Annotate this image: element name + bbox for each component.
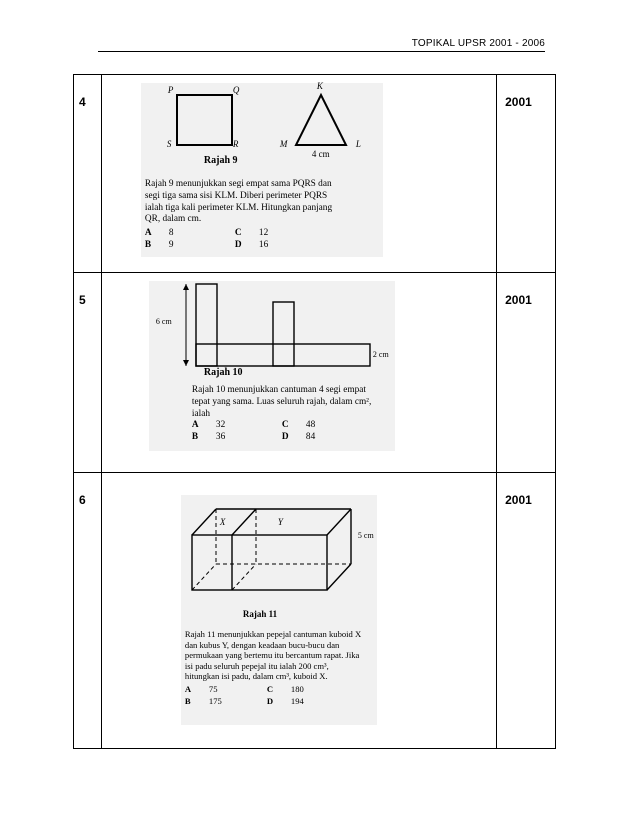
- question-table: [73, 74, 556, 749]
- height-label: 6 cm: [155, 317, 172, 326]
- option-a: A 8: [144, 228, 174, 238]
- vertex-label: K: [316, 81, 323, 91]
- option-c: C 48: [281, 420, 316, 430]
- vertex-label: L: [355, 139, 361, 149]
- question-stem: Rajah 10 menunjukkan cantuman 4 segi empat tepat yang sama. Luas seluruh rajah, dalam cm², ialah: [191, 385, 372, 419]
- question-figure: [102, 75, 496, 271]
- question-row: [74, 75, 556, 273]
- question-year: 2001: [505, 493, 532, 507]
- figure-caption: Rajah 9: [203, 155, 238, 166]
- figure-caption: Rajah 11: [242, 609, 278, 619]
- option-d: D 84: [281, 432, 316, 442]
- option-c: C 12: [234, 228, 269, 238]
- question-number: 6: [79, 493, 86, 507]
- option-d: D 16: [234, 240, 269, 250]
- vertex-label: R: [232, 139, 239, 149]
- question-figure: [102, 473, 496, 747]
- width-label: 2 cm: [372, 350, 389, 359]
- question-stem: Rajah 11 menunjukkan pepejal cantuman kuboid X dan kubus Y, dengan keadaan bucu-bucu dan permukaan yang bertemu itu bercantum rapat. Jika isi padu seluruh pepejal itu ialah 200 cm³, hitungkan isi padu, dalam cm³, kuboid X.: [184, 629, 362, 682]
- option-a: A 75: [184, 684, 218, 694]
- option-b: B 175: [184, 696, 222, 706]
- question-row: [74, 273, 556, 473]
- page-header: TOPIKAL UPSR 2001 - 2006: [411, 38, 545, 49]
- question-row: [74, 473, 556, 749]
- option-b: B 9: [144, 240, 174, 250]
- option-b: B 36: [191, 432, 226, 442]
- option-a: A 32: [191, 420, 226, 430]
- option-d: D 194: [266, 696, 304, 706]
- question-figure: [102, 273, 496, 471]
- vertex-label: S: [166, 139, 172, 149]
- question-year: 2001: [505, 95, 532, 109]
- option-c: C 180: [266, 684, 304, 694]
- question-stem: Rajah 9 menunjukkan segi empat sama PQRS dan segi tiga sama sisi KLM. Diberi perimeter PQRS ialah tiga kali perimeter KLM. Hitungkan panjang QR, dalam cm.: [144, 179, 333, 225]
- side-length-label: 4 cm: [311, 149, 330, 159]
- header-rule: [98, 51, 545, 52]
- cube-label: Y: [277, 517, 283, 527]
- question-number: 4: [79, 95, 86, 109]
- vertex-label: P: [167, 85, 174, 95]
- vertex-label: M: [279, 139, 288, 149]
- figure-caption: Rajah 10: [203, 367, 243, 378]
- question-number: 5: [79, 293, 86, 307]
- question-year: 2001: [505, 293, 532, 307]
- cuboid-label: X: [219, 517, 226, 527]
- vertex-label: Q: [232, 85, 240, 95]
- side-length-label: 5 cm: [357, 531, 374, 540]
